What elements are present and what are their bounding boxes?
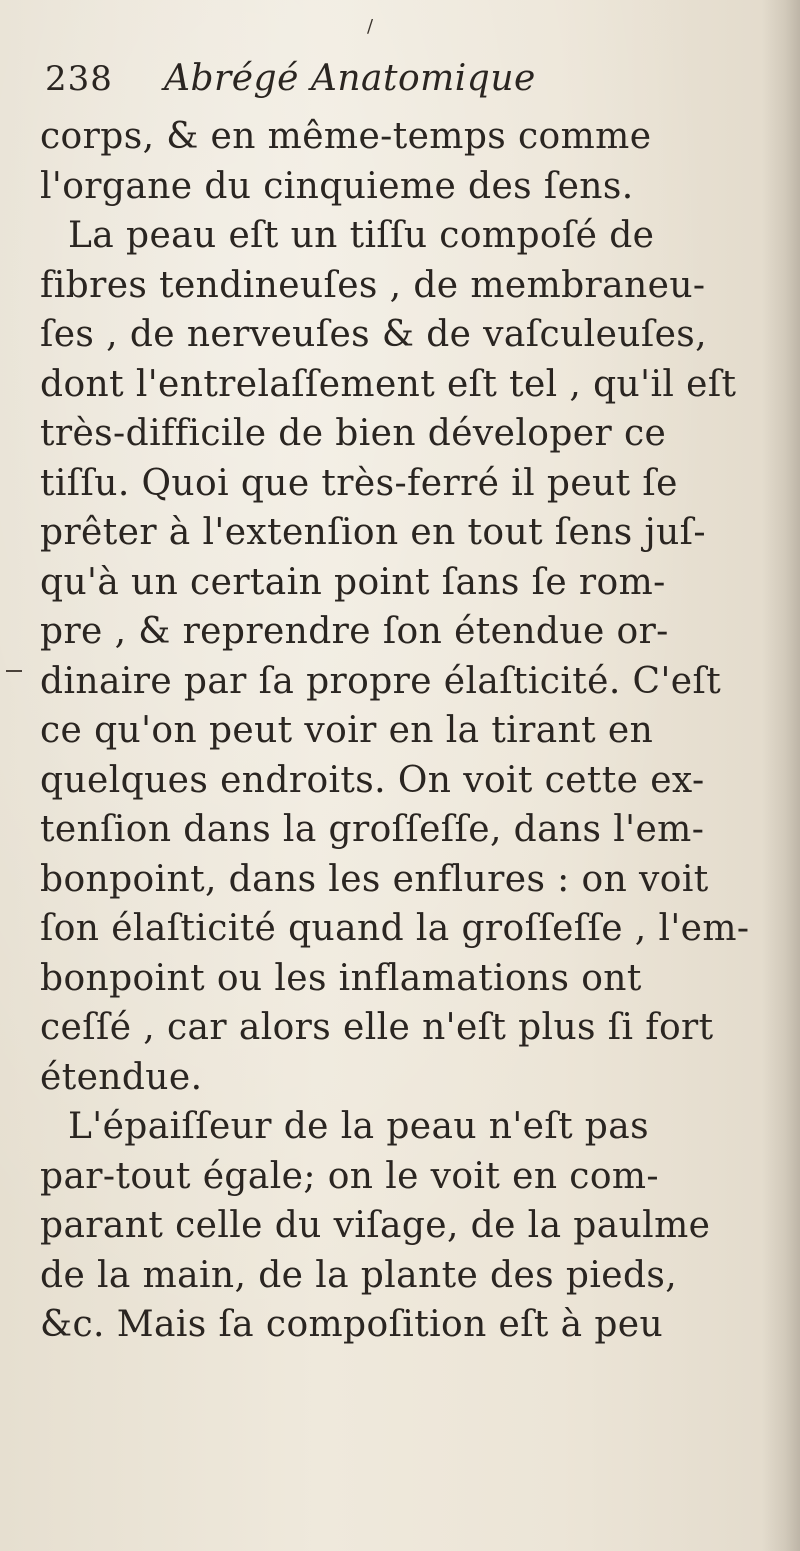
page-number: 238 <box>45 59 113 99</box>
text-line: l'organe du cinquieme des ſens. <box>40 165 634 207</box>
margin-dash <box>6 670 22 672</box>
text-line: de la main, de la plante des pieds, <box>40 1254 678 1296</box>
text-line: ceſſé , car alors elle n'eſt plus ſi fort <box>40 1007 714 1048</box>
text-line: dont l'entrelaſſement eſt tel , qu'il eſt <box>40 363 737 405</box>
text-line: par-tout égale; on le voit en com- <box>40 1155 659 1197</box>
text-line: ſon élaſticité quand la groſſeſſe , l'em- <box>40 908 750 949</box>
running-title: Abrégé Anatomique <box>164 58 536 99</box>
text-line: &c. Mais ſa compoſition eſt à peu <box>40 1304 664 1345</box>
text-line: quelques endroits. On voit cette ex- <box>40 759 705 801</box>
paragraph-start-line: La peau eſt un tiſſu compoſé de <box>68 215 655 256</box>
page-header <box>45 58 765 108</box>
text-line: dinaire par ſa propre élaſticité. C'eſt <box>40 660 722 702</box>
body-text <box>40 112 780 1350</box>
text-line: très-difficile de bien déveloper ce <box>40 413 667 454</box>
text-line: prêter à l'extenſion en tout ſens juſ- <box>40 512 706 553</box>
text-line: ſes , de nerveuſes & de vaſculeuſes, <box>40 314 708 355</box>
text-line: bonpoint ou les inflamations ont <box>40 957 642 999</box>
text-line: qu'à un certain point ſans ſe rom- <box>40 561 666 603</box>
text-line: pre , & reprendre ſon étendue or- <box>40 611 669 652</box>
text-line: corps, & en même-temps comme <box>40 116 652 157</box>
text-line: bonpoint, dans les enflures : on voit <box>40 858 709 900</box>
paragraph-start-line: L'épaiſſeur de la peau n'eſt pas <box>68 1106 649 1147</box>
text-line: tenſion dans la groſſeſſe, dans l'em- <box>40 809 705 850</box>
text-line: étendue. <box>40 1056 203 1098</box>
text-line: fibres tendineuſes , de membraneu- <box>40 264 706 306</box>
text-line: parant celle du viſage, de la paulme <box>40 1205 711 1246</box>
text-line: ce qu'on peut voir en la tirant en <box>40 710 654 751</box>
top-ink-mark: / <box>367 16 374 37</box>
text-line: tiſſu. Quoi que très-ferré il peut ſe <box>40 462 678 504</box>
